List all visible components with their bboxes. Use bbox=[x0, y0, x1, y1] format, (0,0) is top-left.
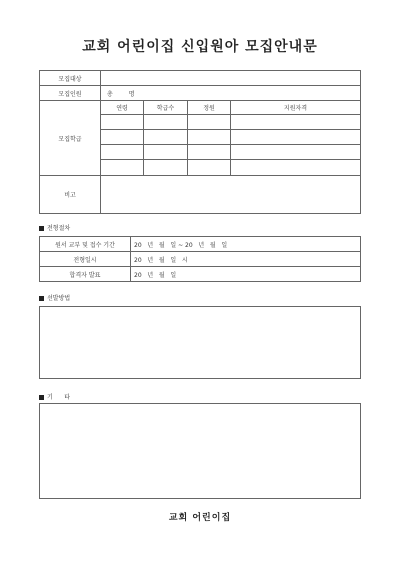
count-unit: 명 bbox=[128, 90, 135, 98]
target-value[interactable] bbox=[101, 71, 361, 86]
class-cell[interactable] bbox=[101, 160, 144, 176]
procedure-section bbox=[39, 223, 70, 232]
square-bullet-icon bbox=[39, 226, 44, 231]
square-bullet-icon bbox=[39, 395, 44, 400]
count-total: 총 bbox=[107, 90, 113, 98]
selection-section bbox=[39, 293, 70, 302]
etc-section-label: 기 타 bbox=[47, 394, 71, 401]
class-cell[interactable] bbox=[231, 160, 361, 176]
header-class-count: 학급수 bbox=[144, 101, 188, 115]
footer-org-name: 교회 어린이집 bbox=[168, 513, 232, 523]
etc-section bbox=[39, 392, 70, 401]
class-cell[interactable] bbox=[188, 130, 231, 145]
procedure-value[interactable]: 20 년 월 일 bbox=[131, 267, 361, 282]
class-cell[interactable] bbox=[101, 115, 144, 130]
procedure-label: 전형일시 bbox=[40, 252, 131, 267]
class-cell[interactable] bbox=[231, 145, 361, 160]
class-cell[interactable] bbox=[188, 160, 231, 176]
note-value[interactable] bbox=[101, 176, 361, 214]
recruit-table bbox=[39, 70, 361, 214]
procedure-label: 합격자 발표 bbox=[40, 267, 131, 282]
header-age: 연령 bbox=[101, 101, 144, 115]
count-label: 모집인원 bbox=[40, 86, 101, 101]
class-cell[interactable] bbox=[101, 130, 144, 145]
etc-box[interactable] bbox=[39, 403, 361, 499]
class-cell[interactable] bbox=[188, 145, 231, 160]
procedure-value[interactable]: 20 년 월 일 ~ 20 년 월 일 bbox=[131, 237, 361, 252]
note-label: 비고 bbox=[40, 176, 101, 214]
header-qualification: 지원자격 bbox=[231, 101, 361, 115]
count-value[interactable] bbox=[101, 86, 361, 101]
class-cell[interactable] bbox=[188, 115, 231, 130]
page-title: 교회 어린이집 신입원아 모집안내문 bbox=[82, 39, 318, 55]
class-cell[interactable] bbox=[144, 130, 188, 145]
class-cell[interactable] bbox=[144, 145, 188, 160]
class-cell[interactable] bbox=[144, 160, 188, 176]
target-label: 모집대상 bbox=[40, 71, 101, 86]
class-cell[interactable] bbox=[144, 115, 188, 130]
procedure-value[interactable]: 20 년 월 일 시 bbox=[131, 252, 361, 267]
class-cell[interactable] bbox=[231, 115, 361, 130]
square-bullet-icon bbox=[39, 296, 44, 301]
selection-box[interactable] bbox=[39, 306, 361, 379]
header-capacity: 정원 bbox=[188, 101, 231, 115]
class-label: 모집학급 bbox=[40, 101, 101, 176]
procedure-section-label: 전형절차 bbox=[47, 225, 71, 232]
procedure-label: 원서 교부 및 접수 기간 bbox=[40, 237, 131, 252]
selection-section-label: 선발방법 bbox=[47, 295, 71, 302]
class-cell[interactable] bbox=[101, 145, 144, 160]
procedure-table bbox=[39, 236, 361, 282]
class-cell[interactable] bbox=[231, 130, 361, 145]
